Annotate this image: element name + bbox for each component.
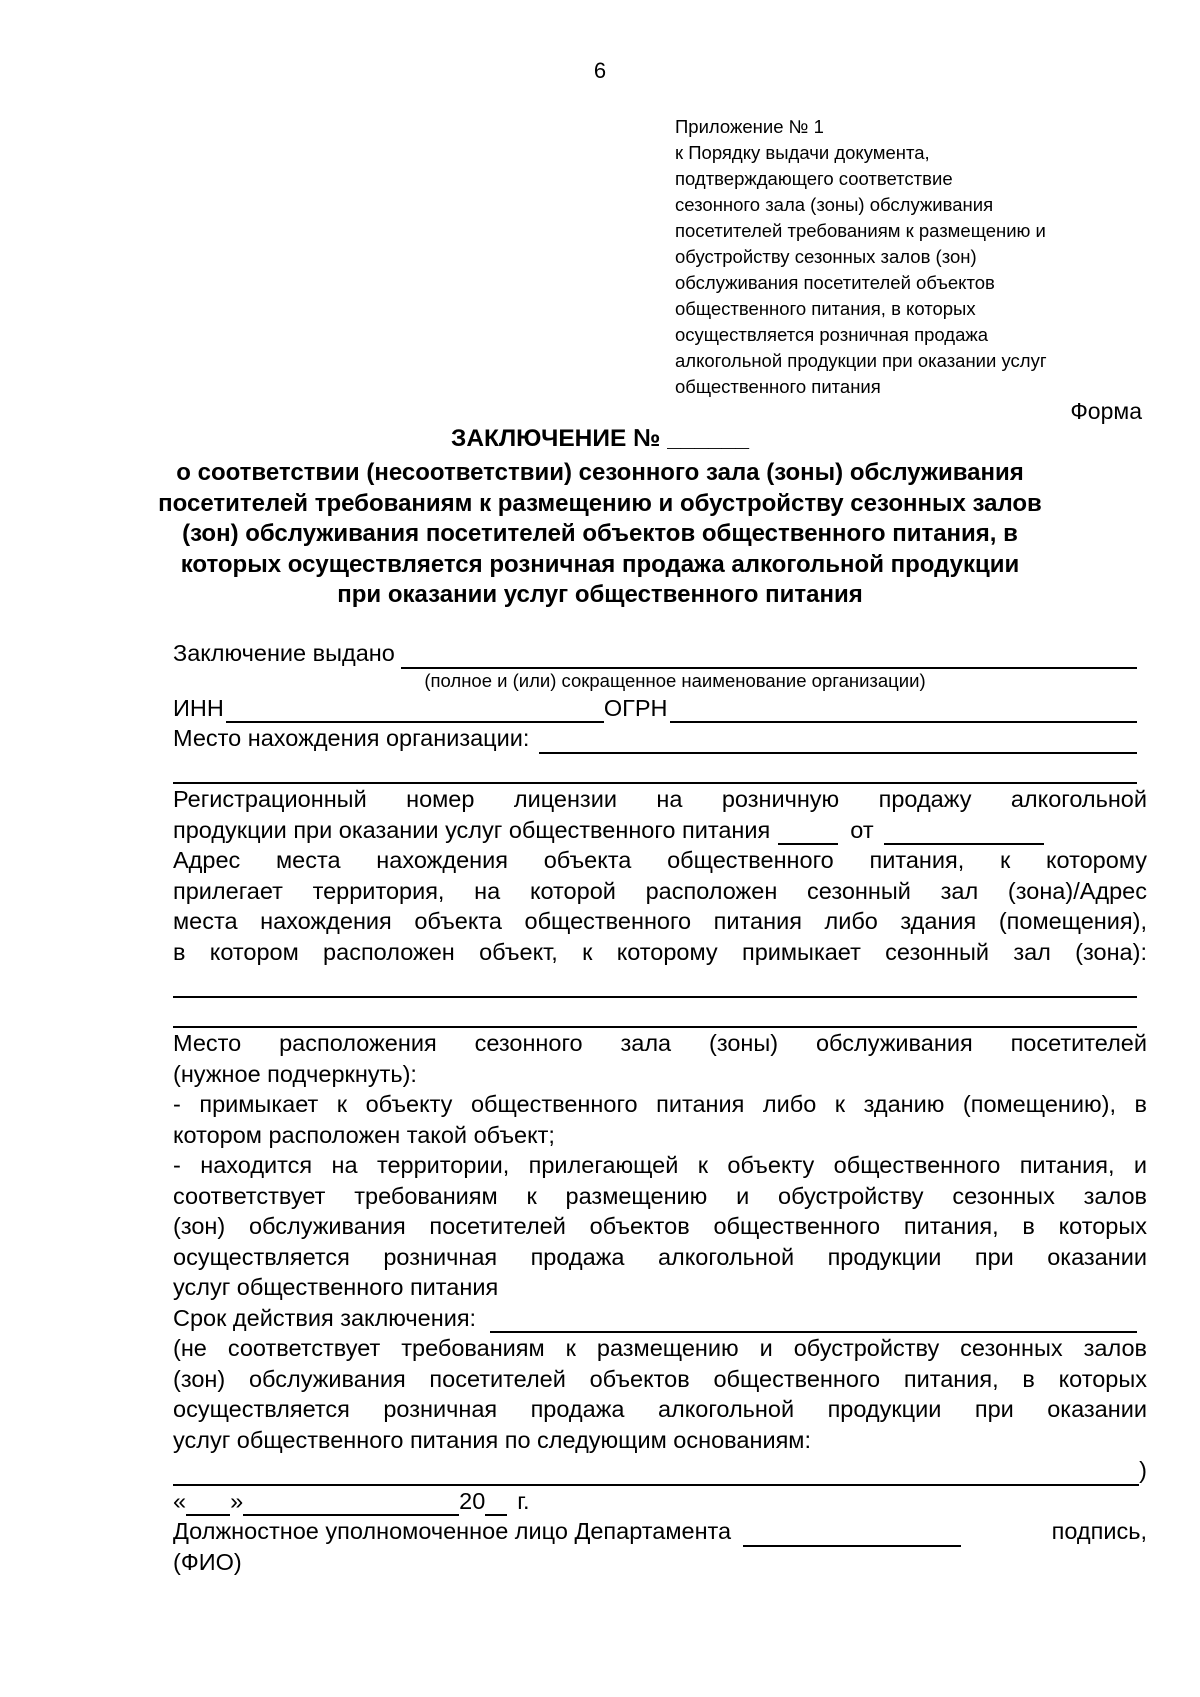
location-extra-row [173, 754, 1147, 785]
appendix-line: обустройству сезонных залов (зон) [675, 246, 977, 267]
appendix-line: осуществляется розничная продажа [675, 324, 989, 345]
location-field[interactable] [539, 730, 1137, 754]
subtitle-line: (зон) обслуживания посетителей объектов общественного питания, в [182, 520, 1018, 547]
appendix-line: общественного питания, в которых [675, 298, 976, 319]
address-field-line2[interactable] [173, 1004, 1137, 1028]
noncompliance-line: (не соответствует требованиям к размещению и обустройству сезонных залов [173, 1335, 1147, 1361]
noncompliance-line: услуг общественного питания по следующим основаниям: [173, 1426, 811, 1453]
validity-row [173, 1303, 1147, 1334]
appendix-line: подтверждающего соответствие [675, 168, 953, 189]
official-row [173, 1516, 1147, 1547]
issued-to-hint: (полное и (или) сокращенное наименование организации) [424, 669, 926, 691]
date-year-field[interactable] [485, 1492, 507, 1516]
document-title: ЗАКЛЮЧЕНИЕ № ______ [450, 425, 749, 452]
validity-field[interactable] [490, 1309, 1137, 1333]
license-number-field[interactable] [778, 821, 838, 845]
official-label: Должностное уполномоченное лицо Департамента [173, 1518, 732, 1544]
subtitle-line: посетителей требованиям к размещению и обустройству сезонных залов [158, 489, 1042, 517]
placement-line: Место расположения сезонного зала (зоны) обслуживания посетителей [173, 1030, 1147, 1056]
placement-line: (нужное подчеркнуть): [173, 1060, 417, 1087]
placement-line: котором расположен такой объект; [173, 1121, 555, 1148]
signature-field[interactable] [743, 1523, 961, 1547]
location-field-line2[interactable] [173, 760, 1137, 784]
date-suffix: г. [517, 1487, 530, 1514]
address-line: Адрес места нахождения объекта общественного питания, к которому [173, 847, 1147, 873]
date-year-prefix: 20 [459, 1487, 486, 1514]
noncompliance-line: (зон) обслуживания посетителей объектов общественного питания, в которых [173, 1365, 1147, 1392]
subtitle-line: о соответствии (несоответствии) сезонного зала (зоны) обслуживания [176, 459, 1024, 486]
license-from-label: от [850, 816, 874, 843]
issued-to-row [173, 638, 1147, 669]
license-date-field[interactable] [884, 821, 1044, 845]
appendix-line: алкогольной продукции при оказании услуг [675, 350, 1047, 371]
address-line: прилегает территория, на которой расположен сезонный зал (зона)/Адрес [173, 877, 1147, 904]
location-row [173, 723, 1147, 754]
placement-line: услуг общественного питания [173, 1274, 499, 1300]
appendix-line: общественного питания [675, 376, 881, 397]
issued-to-label: Заключение выдано [173, 640, 395, 666]
license-label: продукции при оказании услуг общественного питания [173, 816, 771, 843]
appendix-line: обслуживания посетителей объектов [675, 272, 995, 293]
document-subtitle [130, 458, 1070, 611]
date-row [173, 1486, 1147, 1517]
address-line: места нахождения объекта общественного питания либо здания (помещения), [173, 908, 1147, 934]
form-label: Форма [1070, 398, 1142, 424]
location-label: Место нахождения организации: [173, 725, 530, 751]
page-number: 6 [593, 58, 607, 83]
date-month-field[interactable] [243, 1492, 459, 1516]
license-line-1: Регистрационный номер лицензии на розничную продажу алкогольной [173, 786, 1147, 812]
date-open-quote: « [173, 1487, 187, 1514]
grounds-row [173, 1455, 1147, 1486]
appendix-header [675, 114, 1145, 400]
inn-field[interactable] [226, 699, 604, 723]
address-field-row [173, 967, 1147, 998]
fio-label: (ФИО) [173, 1548, 242, 1575]
issued-to-field[interactable] [401, 645, 1137, 669]
placement-line: - находится на территории, прилегающей к объекту общественного питания, и [173, 1152, 1147, 1178]
inn-ogrn-row [173, 693, 1147, 724]
grounds-field[interactable] [173, 1462, 1139, 1486]
appendix-line: к Порядку выдачи документа, [675, 142, 930, 163]
closing-paren: ) [1139, 1457, 1147, 1483]
date-close-quote: » [230, 1487, 244, 1514]
date-day-field[interactable] [186, 1492, 230, 1516]
placement-line: осуществляется розничная продажа алкогольной продукции при оказании [173, 1243, 1147, 1270]
address-field-line1[interactable] [173, 974, 1137, 998]
placement-line: (зон) обслуживания посетителей объектов общественного питания, в которых [173, 1213, 1147, 1239]
placement-line: - примыкает к объекту общественного питания либо к зданию (помещению), в [173, 1091, 1147, 1117]
appendix-line: сезонного зала (зоны) обслуживания [675, 194, 994, 215]
noncompliance-line: осуществляется розничная продажа алкогольной продукции при оказании [173, 1396, 1147, 1422]
address-line: в котором расположен объект, к которому примыкает сезонный зал (зона): [173, 938, 1147, 965]
appendix-line: Приложение № 1 [675, 116, 824, 137]
appendix-line: посетителей требованиям к размещению и [675, 220, 1046, 241]
inn-label: ИНН [173, 694, 224, 721]
ogrn-field[interactable] [670, 699, 1138, 723]
signature-label: подпись, [1051, 1518, 1147, 1544]
subtitle-line: которых осуществляется розничная продажа алкогольной продукции [180, 550, 1020, 578]
ogrn-label: ОГРН [603, 694, 668, 721]
subtitle-line: при оказании услуг общественного питания [337, 581, 863, 608]
form-body [173, 638, 1147, 1577]
placement-line: соответствует требованиям к размещению и обустройству сезонных залов [173, 1182, 1147, 1209]
license-line-2 [173, 815, 1147, 846]
validity-label: Срок действия заключения: [173, 1304, 477, 1331]
address-field-row [173, 998, 1147, 1029]
